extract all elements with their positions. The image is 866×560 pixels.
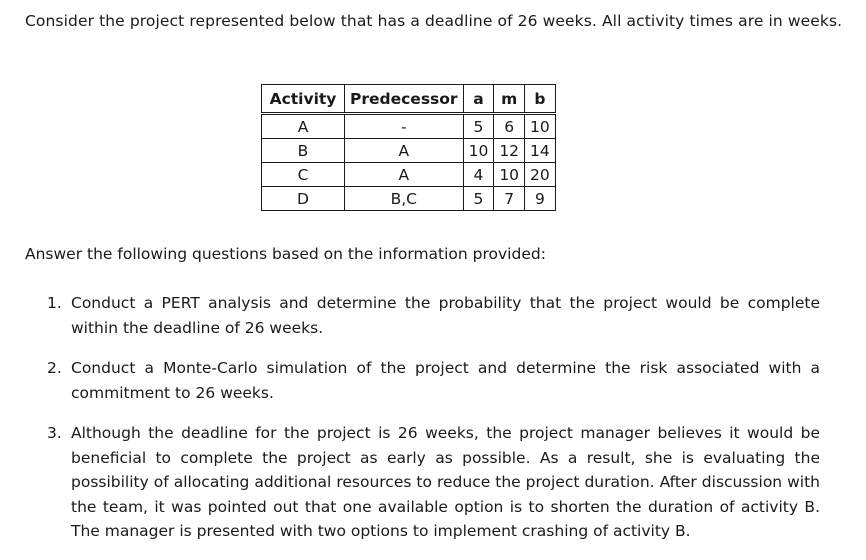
table-row (262, 187, 556, 211)
cell-b: 20 (525, 163, 556, 187)
header-m: m (494, 85, 525, 114)
cell-b: 9 (525, 187, 556, 211)
cell-predecessor: - (345, 114, 464, 139)
table-header-row (262, 85, 556, 114)
cell-m: 12 (494, 139, 525, 163)
question-number: 1. (47, 294, 62, 312)
header-activity: Activity (262, 85, 345, 114)
activity-table (261, 84, 556, 211)
cell-m: 7 (494, 187, 525, 211)
cell-predecessor: B,C (345, 187, 464, 211)
header-a: a (463, 85, 494, 114)
cell-m: 10 (494, 163, 525, 187)
header-b: b (525, 85, 556, 114)
cell-m: 6 (494, 114, 525, 139)
question-text: Conduct a PERT analysis and determine the probability that the project would be complete within the deadline of 26 weeks. (71, 294, 820, 337)
answer-lead-text: Answer the following questions based on the information provided: (25, 245, 546, 263)
question-text: Although the deadline for the project is 26 weeks, the project manager believes it would be beneficial to complete the project as early as possible. As a result, she is evaluating the possibility of allocating additional resources to reduce the project duration. After discussion with the team, it was pointed out that one available option is to shorten the duration of activity B. The manager is presented with two options to implement crashing of activity B. (71, 424, 820, 540)
cell-activity: A (262, 114, 345, 139)
cell-predecessor: A (345, 139, 464, 163)
question-list (47, 291, 820, 560)
header-predecessor: Predecessor (345, 85, 464, 114)
cell-b: 14 (525, 139, 556, 163)
cell-activity: D (262, 187, 345, 211)
question-number: 3. (47, 424, 62, 442)
intro-text: Consider the project represented below that has a deadline of 26 weeks. All activity times are in weeks. (25, 12, 843, 30)
question-number: 2. (47, 359, 62, 377)
table-row (262, 114, 556, 139)
cell-activity: B (262, 139, 345, 163)
table-row (262, 163, 556, 187)
table-row (262, 139, 556, 163)
question-text: Conduct a Monte-Carlo simulation of the project and determine the risk associated with a commitment to 26 weeks. (71, 359, 820, 402)
cell-a: 5 (463, 114, 494, 139)
cell-a: 10 (463, 139, 494, 163)
cell-predecessor: A (345, 163, 464, 187)
list-item (47, 291, 820, 340)
list-item (47, 421, 820, 544)
cell-activity: C (262, 163, 345, 187)
cell-a: 4 (463, 163, 494, 187)
cell-b: 10 (525, 114, 556, 139)
cell-a: 5 (463, 187, 494, 211)
list-item (47, 356, 820, 405)
